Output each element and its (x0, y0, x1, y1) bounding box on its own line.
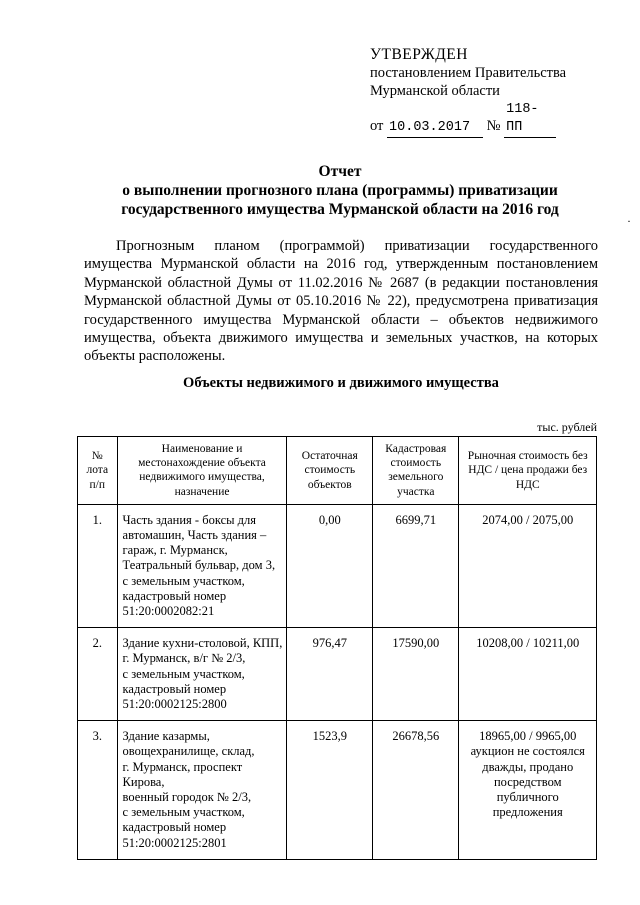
market-value-line: дважды, продано (482, 759, 574, 774)
header-lot-number: № лота п/п (78, 437, 118, 505)
table-row (78, 721, 597, 860)
market-value-cell (459, 504, 597, 627)
property-name-line: кадастровый номер (122, 681, 227, 696)
document-title (60, 162, 620, 219)
table-body (78, 504, 597, 859)
property-name-line: овощехранилище, склад, (122, 744, 255, 759)
stray-mark: · (627, 214, 631, 228)
approval-number-label: № (486, 118, 501, 134)
header-market-value: Рыночная стоимость без НДС / цена продажи без НДС (459, 437, 597, 505)
property-name-line: с земельным участком, (122, 666, 245, 681)
market-value-line: предложения (492, 805, 563, 820)
property-name-line: 51:20:0002125:2801 (122, 835, 227, 850)
approval-stamp (370, 46, 566, 138)
approval-number: 118-ПП (504, 101, 556, 138)
approval-heading: УТВЕРЖДЕН (370, 46, 468, 63)
property-name-line: 51:20:0002082:21 (122, 604, 215, 619)
property-name-line: Здание казармы, (122, 729, 210, 744)
lot-number-cell: 3. (78, 721, 118, 860)
cadastral-value-cell: 6699,71 (373, 504, 459, 627)
lot-number-cell: 2. (78, 628, 118, 721)
market-value-line: аукцион не состоялся (470, 744, 585, 759)
market-value-line: публичного (496, 790, 559, 805)
property-name-line: Часть здания - боксы для (122, 512, 257, 527)
residual-value-cell: 1523,9 (287, 721, 373, 860)
header-cadastral-value: Кадастровая стоимость земельного участка (373, 437, 459, 505)
table-row (78, 504, 597, 627)
property-name-line: кадастровый номер (122, 820, 227, 835)
property-table (77, 436, 597, 860)
market-value-cell (459, 721, 597, 860)
title-line-2: о выполнении прогнозного плана (программы) приватизации (122, 182, 558, 199)
market-value-line: 10208,00 / 10211,00 (476, 636, 580, 651)
property-name-line: военный городок № 2/3, (122, 790, 252, 805)
market-value-line: 2074,00 / 2075,00 (482, 512, 574, 527)
market-value-line: посредством (493, 774, 562, 789)
table-header-row (78, 437, 597, 505)
table-row (78, 628, 597, 721)
property-name-cell (117, 504, 287, 627)
property-name-line: 51:20:0002125:2800 (122, 697, 227, 712)
property-name-line: с земельным участком, (122, 805, 245, 820)
approval-date: 10.03.2017 (387, 119, 483, 138)
market-value-cell (459, 628, 597, 721)
market-value-line: 18965,00 / 9965,00 (479, 729, 577, 744)
property-name-line: г. Мурманск, проспект Кирова, (122, 759, 243, 789)
property-name-line: Театральный бульвар, дом 3, (122, 558, 276, 573)
property-name-line: с земельным участком, (122, 573, 245, 588)
header-residual-value: Остаточная стоимость объектов (287, 437, 373, 505)
header-name-location: Наименование и местонахождение объекта недвижимого имущества, назначение (117, 437, 287, 505)
property-name-line: г. Мурманск, в/г № 2/3, (122, 651, 246, 666)
cadastral-value-cell: 17590,00 (373, 628, 459, 721)
property-name-line: кадастровый номер (122, 588, 227, 603)
units-label: тыс. рублей (537, 420, 597, 434)
property-name-line: автомашин, Часть здания – (122, 528, 267, 543)
approval-from-label: от (370, 118, 384, 134)
approval-line-1: постановлением Правительства (370, 65, 567, 81)
property-name-line: Здание кухни-столовой, КПП, (122, 636, 283, 651)
property-name-cell (117, 721, 287, 860)
cadastral-value-cell: 26678,56 (373, 721, 459, 860)
title-line-1: Отчет (318, 163, 362, 180)
title-line-3: государственного имущества Мурманской области на 2016 год (121, 201, 559, 218)
approval-line-2: Мурманской области (370, 83, 500, 99)
intro-paragraph (84, 237, 598, 366)
residual-value-cell: 976,47 (287, 628, 373, 721)
residual-value-cell: 0,00 (287, 504, 373, 627)
approval-date-line (370, 101, 566, 138)
lot-number-cell: 1. (78, 504, 118, 627)
property-name-line: гараж, г. Мурманск, (122, 543, 228, 558)
section-title: Объекты недвижимого и движимого имущества (183, 375, 499, 391)
property-name-cell (117, 628, 287, 721)
intro-text: Прогнозным планом (программой) приватизации государственного имущества Мурманской области на 2016 год, утвержденным постановлением Мурманской областной Думы от 11.02.2016 № 2687 (в редакции постановления Мурманской областной Думы от 05.10.2016 № 22), предусмотрена приватизация государственного имущества Мурманской области – объектов недвижимого имущества, объекта движимого имущества и земельных участков, на которых объекты расположены. (84, 238, 598, 365)
